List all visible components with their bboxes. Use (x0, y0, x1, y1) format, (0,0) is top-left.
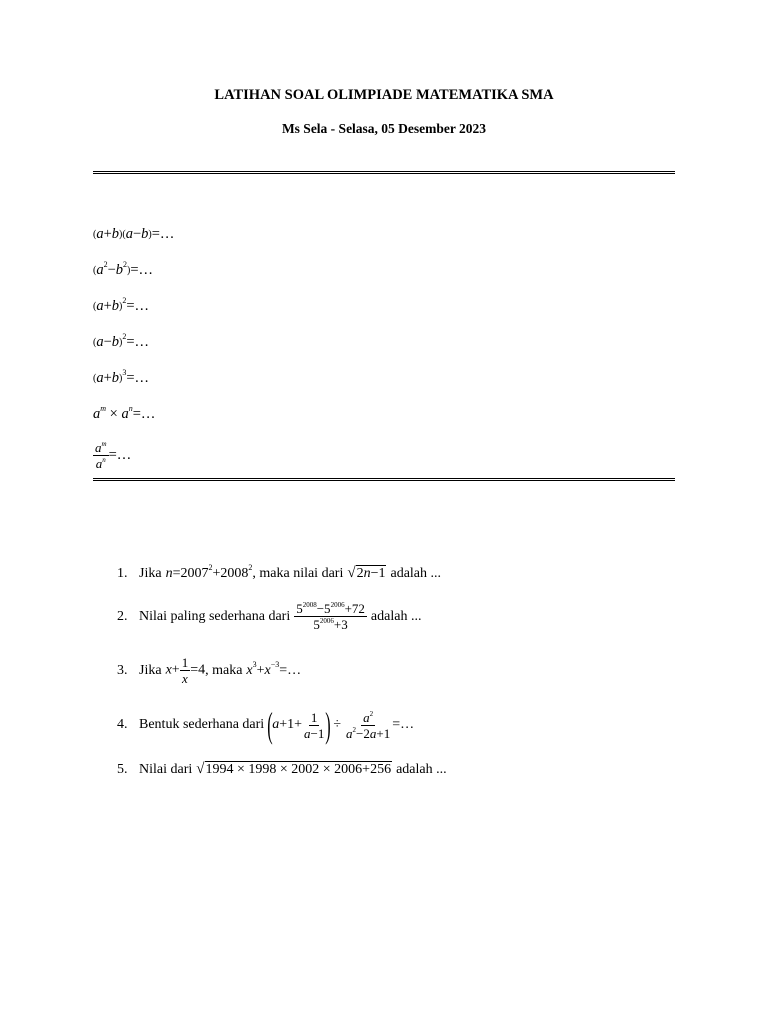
divider-top (93, 171, 675, 174)
formula-1: (a+b)(a−b)=… (93, 226, 175, 242)
sqrt-expression: √ 1994 × 1998 × 2002 × 2006+256 (196, 761, 392, 777)
question-text: adalah ... (390, 565, 442, 581)
question-number: 5. (117, 761, 128, 777)
formula-2: $(a^2-b^2)=\dots$ (93, 260, 154, 278)
question-text: Jika (139, 662, 162, 678)
question-text: adalah ... (370, 608, 422, 624)
question-number: 4. (117, 717, 128, 732)
math-expression: ( a +1+ $\frac{1}{a-1}$ ) ÷ $\frac{a^2}{a^2-2a+1}$ =… (267, 705, 415, 745)
page-subtitle: Ms Sela - Selasa, 05 Desember 2023 (281, 121, 487, 136)
question-4 (117, 707, 414, 743)
question-text: Jika (139, 565, 162, 581)
question-text: Bentuk sederhana dari (139, 717, 265, 732)
formula-5: $(a+b)^3=\dots$ (93, 368, 150, 386)
sqrt-expression: √ 2n−1 (347, 565, 386, 581)
formula-3: $(a+b)^2=\dots$ (93, 296, 150, 314)
question-5 (117, 761, 447, 778)
question-text: , maka (205, 662, 243, 678)
question-text: Nilai dari (139, 761, 193, 777)
math-expression: x+ $\frac{1}{x}$ =4 (165, 655, 206, 686)
question-text: Nilai paling sederhana dari (139, 608, 291, 624)
math-fraction: $\frac{5^{2008}-5^{2006}+72}{5^{2006}+3}$ (296, 601, 365, 632)
question-number: 2. (117, 608, 128, 624)
page-title: LATIHAN SOAL OLIMPIADE MATEMATIKA SMA (214, 87, 554, 103)
question-number: 3. (117, 662, 128, 678)
formula-4: $(a-b)^2=\dots$ (93, 332, 150, 350)
formula-6: $a^m$ × $a^n=\dots$ (93, 404, 156, 422)
question-2 (117, 601, 421, 632)
question-number: 1. (117, 565, 128, 581)
math-expression: $x^3+x^{-3}=\dots$ (246, 659, 302, 678)
question-text: , maka nilai dari (252, 565, 344, 581)
math-expression: $n=2007^2+2008^2$ (165, 562, 253, 581)
question-text: adalah ... (396, 761, 447, 777)
formula-7: $\frac{a^m}{a^n}$ =… (95, 440, 132, 471)
divider-bottom (93, 478, 675, 481)
question-1 (117, 562, 442, 582)
question-3 (117, 655, 301, 686)
